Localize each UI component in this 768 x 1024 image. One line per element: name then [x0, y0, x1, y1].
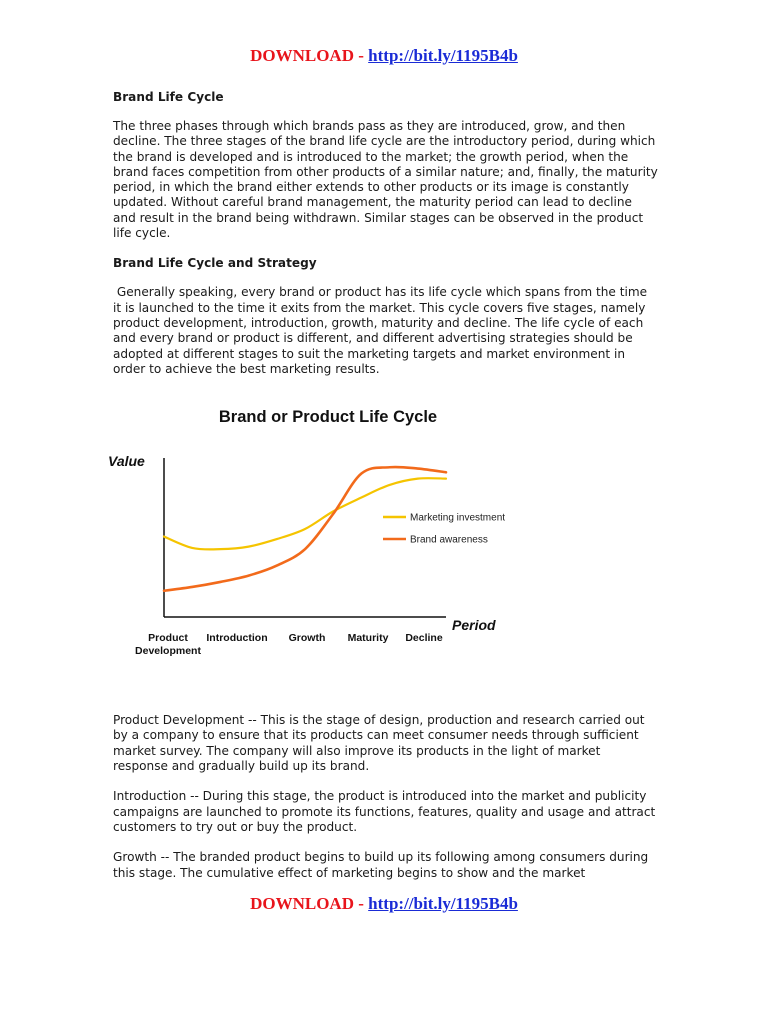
download-link[interactable]: http://bit.ly/1195B4b — [368, 46, 518, 65]
paragraph-growth: Growth -- The branded product begins to build up its following among consumers during this stage. The cumulative effect of marketing begins to show and the market — [113, 850, 649, 880]
life-cycle-chart — [100, 392, 645, 692]
category-labels — [135, 632, 443, 657]
download-separator: - — [354, 894, 369, 913]
stage-label: Introduction — [206, 632, 268, 645]
stage-label: Maturity — [347, 632, 389, 645]
x-axis-label: Period — [452, 617, 496, 634]
paragraph-introduction: Introduction -- During this stage, the product is introduced into the market and publicity campaigns are launched to promote its functions, features, quality and usage and attract customers to try out or buy the product. — [113, 789, 656, 834]
download-separator: - — [354, 46, 369, 65]
paragraph-brand-life-cycle: The three phases through which brands pass as they are introduced, grow, and then decline. The three stages of the brand life cycle are the introductory period, during which the brand is developed and is introduced to the market; the growth period, when the brand faces competition from other products of a similar nature; and, finally, the maturity period, in which the brand either extends to other products or its image is constantly updated. Without careful brand management, the maturity period can lead to decline and result in the brand being withdrawn. Similar stages can be observed in the product life cycle. — [113, 119, 658, 241]
y-axis-label: Value — [108, 453, 145, 470]
paragraph-strategy: Generally speaking, every brand or product has its life cycle which spans from the time it is launched to the time it exits from the market. This cycle covers five stages, namely product development, introduction, growth, maturity and decline. The life cycle of each and every brand or product is different, and different advertising strategies should be adopted at different stages to suit the marketing targets and market environment in order to achieve the best marketing results. — [113, 285, 651, 376]
heading-brand-life-cycle: Brand Life Cycle — [113, 90, 224, 104]
legend-label: Marketing investment — [410, 512, 506, 524]
legend — [383, 513, 505, 546]
download-banner-top — [0, 46, 768, 66]
heading-strategy: Brand Life Cycle and Strategy — [113, 256, 317, 271]
document-body — [108, 90, 658, 896]
life-cycle-chart-svg — [100, 392, 645, 692]
series-layer — [164, 467, 446, 591]
stage-label: Product Development — [135, 632, 201, 658]
download-link[interactable]: http://bit.ly/1195B4b — [368, 894, 518, 913]
chart-title: Brand or Product Life Cycle — [218, 408, 438, 427]
download-label: DOWNLOAD — [250, 46, 354, 65]
paragraph-product-development: Product Development -- This is the stage of design, production and research carried out by a company to ensure that its products can meet consumer needs through sufficient market survey. The company will also improve its products in the light of market response and gradually build up its brand. — [113, 713, 645, 774]
download-label: DOWNLOAD — [250, 894, 354, 913]
stage-label: Decline — [405, 632, 443, 645]
legend-label: Brand awareness — [410, 534, 488, 546]
download-banner-bottom — [0, 894, 768, 914]
stage-label: Growth — [288, 632, 326, 645]
